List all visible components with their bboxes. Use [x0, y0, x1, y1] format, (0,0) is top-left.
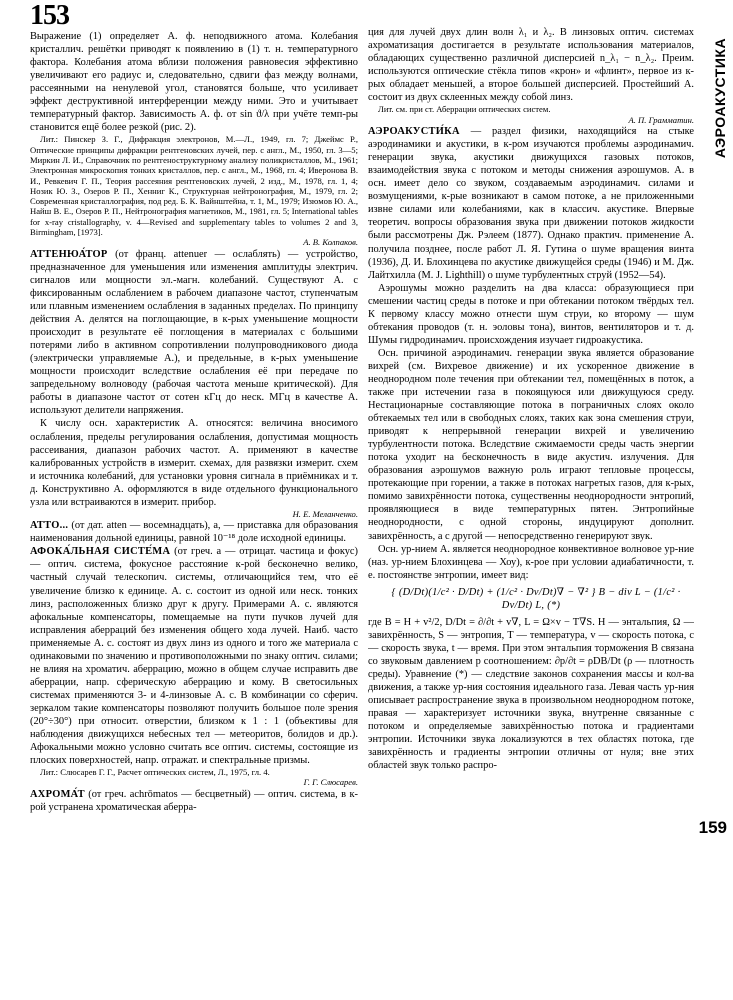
paragraph: К числу осн. характеристик А. относятся: величина вносимого ослабления, пределы регулирования ослабления, допустимая мощность рассеивания, диапазон рабочих частот. А. применяют в качестве калиброванных устройств в измерит. схемах, для развязки измерит. схем и источника колебаний, для установки уровня сигнала в приёмниках и т. д. Конструктивно А. оформляются в виде отдельного функционального узла или встраиваются в измерит. прибор.: [30, 418, 358, 508]
headword-afocal-system: АФОКА́ЛЬНАЯ СИСТЕ́МА: [30, 546, 171, 558]
article-author: А. В. Колпаков.: [303, 237, 358, 248]
headword-aeroacoustics: АЭРОАКУСТИ́КА: [368, 126, 460, 138]
left-column: [30, 30, 358, 990]
equation: { (D/Dt)(1/c² · D/Dt) + (1/c² · Dv/Dt)∇ − ∇² } B − div L − (1/c² · Dv/Dt) L, (*): [391, 586, 681, 611]
article-author: Г. Г. Слюсарев.: [303, 777, 358, 788]
entry-achromat: [30, 788, 358, 814]
entry-afocal-system: [30, 545, 358, 767]
headword-atto: АТТО...: [30, 520, 69, 532]
page-number-bottom: 159: [698, 818, 727, 837]
entry-atto: [30, 519, 358, 545]
entry-text: (от франц. attenuer — ослаблять) — устройство, предназначенное для уменьшения или изменения амплитуды электрич. сигналов или мощности эл.-магн. колебаний. Существуют А. с фиксированным ослаблением в рабочем диапазоне частот, ступенчатым или плавным изменением ослабления в заданных пределах. По принципу действия А. делятся на поглощающие, в к-рых уменьшение мощности происходит в результате её поглощения в материалах с большими потерями либо в активном сопротивлении полупроводникового диода (электрически управляемые А.), и предельные, в к-рых уменьшение мощности происходит вследствие ослабления её при передаче по запредельному волноводу (рабочая частота меньше критической). Для работы в диапазоне частот от сотен кГц до неск. МГц в качестве А. используют делители напряжения.: [30, 248, 358, 417]
running-head: [709, 28, 731, 168]
right-column: [368, 26, 694, 986]
running-head-text: АЭРОАКУСТИКА: [712, 37, 729, 159]
paragraph: Осн. причиной аэродинамич. генерации звука является образование вихрей (см. Вихревое движение) и их ускоренное движение в неоднородном поле течения при обтекании тел, помещённых в поток, а также при истечении газа в покоящуюся или движущуюся среду. Нестационарные составляющие потока в пограничных слоях около обтекаемых тел или в свободных слоях, таких как зона смешения струи, приводят к непрерывной генерации вихрей и увеличению турбулентности потока. Вследствие сжимаемости среды часть энергии потока уходит на бесконечность в виде акустич. излучения. Для образования аэрошумов важную роль играют тепловые процессы, протекающие при горении, а также в потоках нагретых газов, для к-рых, помимо завихрённости потока, существенны неоднородности энтропий, проявляющиеся в виде температурных пятен. Энтропийные неоднородности, с одной стороны, индуцируют дополнит. завихрённость, а с другой — непосредственно генерируют звук.: [368, 347, 694, 542]
paragraph: где B = H + v²/2, D/Dt = ∂/∂t + v∇, L = Ω×v − T∇S. H — энтальпия, Ω — завихрённость, S — энтропия, T — температура, v — скорость потока, c — скорость звука, t — время. При этом энтальпия торможения B связана со звуковым давлением p соотношением: ∂p/∂t = ρDB/Dt (ρ — плотность среды). Уравнение (*) — следствие законов сохранения массы и кол-ва движения, а также ур-ния состояния идеального газа. Левая часть ур-ния описывает распространение звука в произвольном неоднородном потоке, правая — характеризует источники звука, внутренне связанные с потоком и определяемые завихрённостью потока и градиентами энтропии. Источники звука локализуются в тех областях потока, где завихрённость и градиенты энтропии отличны от нуля; вне этих областей звук только распро-: [368, 616, 694, 772]
entry-text: (от греч. а — отрицат. частица и фокус) — оптич. система, фокусное расстояние к-рой бесконечно велико, частный случай телескопич. системы, отличающийся тем, что её увеличение близко к единице. А. с. состоит из одной или неск. тонких линз, расположенных близко друг к другу. Примерами А. с. являются афокальные компенсаторы, помещаемые на пути пучков лучей для исправления аберраций без изменения общего хода лучей. Наиб. часто применяемые А. с. состоят из двух линз из одного и того же материала с одинаковыми по значению и противоположными по знаку оптич. силами; не влияя на хроматич. аберрацию, можно в общем случае исправить две аберрации, напр. сферическую аберрацию и кому. В светосильных системах применяются 3- и 4-линзовые А. с. В комбинации со сферич. зеркалом такие компенсаторы позволяют получить большое поле зрения (20°÷30°) при относит. отверстии, близком к 1 : 1 (объективы для наблюдения движущихся небесных тел — метеоритов, болидов и др.). Афокальными можно условно считать все оптич. системы, состоящие из плоских поверхностей, напр. отражат. и спектральные призмы.: [30, 546, 358, 767]
article-author: А. П. Грамматин.: [628, 114, 694, 125]
entry-text: (от греч. achrōmatos — бесцветный) — оптич. система, в к-рой устранена хроматическая аберра-: [30, 788, 358, 814]
literature-list: Лит.: Пинскер З. Г., Дифракция электронов, М.—Л., 1949, гл. 7; Джеймс Р., Оптические принципы дифракции рентгеновских лучей, пер. с англ., М., 1950, гл. 3—5; Миркин Л. И., Справочник по рентгеноструктурному анализу поликристаллов, М., 1961; Электронная микроскопия тонких кристаллов, пер. с англ., М., 1968, гл. 4; Иверонова В. И., Ревкевич Г. П., Теория рассеяния рентгеновских лучей, 2 изд., М., 1978, гл. 1, 4; Нозик Ю. З., Озеров Р. П., Хенниг К., Структурная нейтронография, М., 1979, гл. 2; Современная кристаллография, под ред. Б. К. Вайнштейна, т. 1, М., 1979; Изюмов Ю. А., Найш В. Е., Озеров Р. П., Нейтронография магнетиков, М., 1981, гл. 5; International tables for x-ray cristallography, v. 4—Revised and supplementary tables to volumes 2 and 3, Birmingham, [1973].: [30, 134, 358, 238]
literature-list: Лит. см. при ст. Аберрации оптических систем.: [378, 104, 551, 115]
article-continuation: ция для лучей двух длин волн λ₁ и λ₂. В линзовых оптич. системах ахроматизация достигается в результате использования материалов, обладающих существенно различной дисперсией n_λ₁ − n_λ₂. Преим. используются оптические стёкла типов «крон» и «флинт», первое из к-рых обладает меньшей, а второе большей дисперсией. Простейший А. состоит из двух склеенных между собой линз.: [368, 27, 694, 104]
article-continuation: Выражение (1) определяет А. ф. неподвижного атома. Колебания кристаллич. решётки приводят к появлению в (1) т. н. температурного фактора. Колебания атома вблизи положения равновесия эффективно увеличивают его радиус и, следовательно, сдвиги фаз между волнами, рассеянными на ненулевой угол, становятся больше, что усиливает эффект деструктивной интерференции между ними. Это и учитывает температурный фактор. Зависимость А. ф. от sin ϑ/λ при учёте темп-ры становится ещё более резкой (рис. 2).: [30, 31, 358, 134]
paragraph: Осн. ур-нием А. является неоднородное конвективное волновое ур-ние (наз. ур-нием Блохинцева — Хоу), к-рое при условии адиабатичности, т. е. постоянстве энтропии, имеет вид:: [368, 543, 694, 581]
headword-attenuator: АТТЕНЮА́ТОР: [30, 248, 108, 260]
literature-list: Лит.: Слюсарев Г. Г., Расчет оптических систем, Л., 1975, гл. 4.: [40, 767, 270, 778]
headword-achromat: АХРОМА́Т: [30, 788, 85, 800]
page-number-top: 153: [30, 0, 69, 31]
entry-text: (от дат. atten — восемнадцать), а, — приставка для образования наименования дольной единицы, равной 10⁻¹⁸ доле исходной единицы.: [30, 520, 358, 545]
entry-aeroacoustics: [368, 125, 694, 282]
entry-attenuator: [30, 248, 358, 418]
entry-text: — раздел физики, находящийся на стыке аэродинамики и акустики, в к-ром изучаются проблемы аэродинамич. генерации звука, акустики движущихся газовых потоков, взаимодействия звука с потоком и методы снижения аэрошумов. А. в осн. имеет дело со звуком, создаваемым аэродинамич. силами и возмущениями, к-рые возникают в самом потоке, а не приложенными извне силами или колебаниями, как в классич. акустике. Впервые теоретич. вопросы образования звука при движении потоков жидкости были рассмотрены Дж. Рэлеем (1877). Однако практич. применение А. получила позднее, после работ Л. Я. Гутина о шуме вращения винта (1936), Д. И. Блохинцева по акустике движущейся среды (1946) и М. Дж. Лайтхилла (M. J. Lighthill) о шуме турбулентных струй (1952—54).: [368, 126, 694, 281]
paragraph: Аэрошумы можно разделить на два класса: образующиеся при смешении частиц среды в потоке и при обтекании потоком твёрдых тел. К первому классу можно отнести шум струи, ко второму — шум обтекания проводов (т. н. эоловы тона), винтов, вентиляторов и т. д. Шумы гидродинамич. происхождения изучает гидроакустика.: [368, 282, 694, 346]
article-author: Н. Е. Меланченко.: [292, 508, 358, 519]
